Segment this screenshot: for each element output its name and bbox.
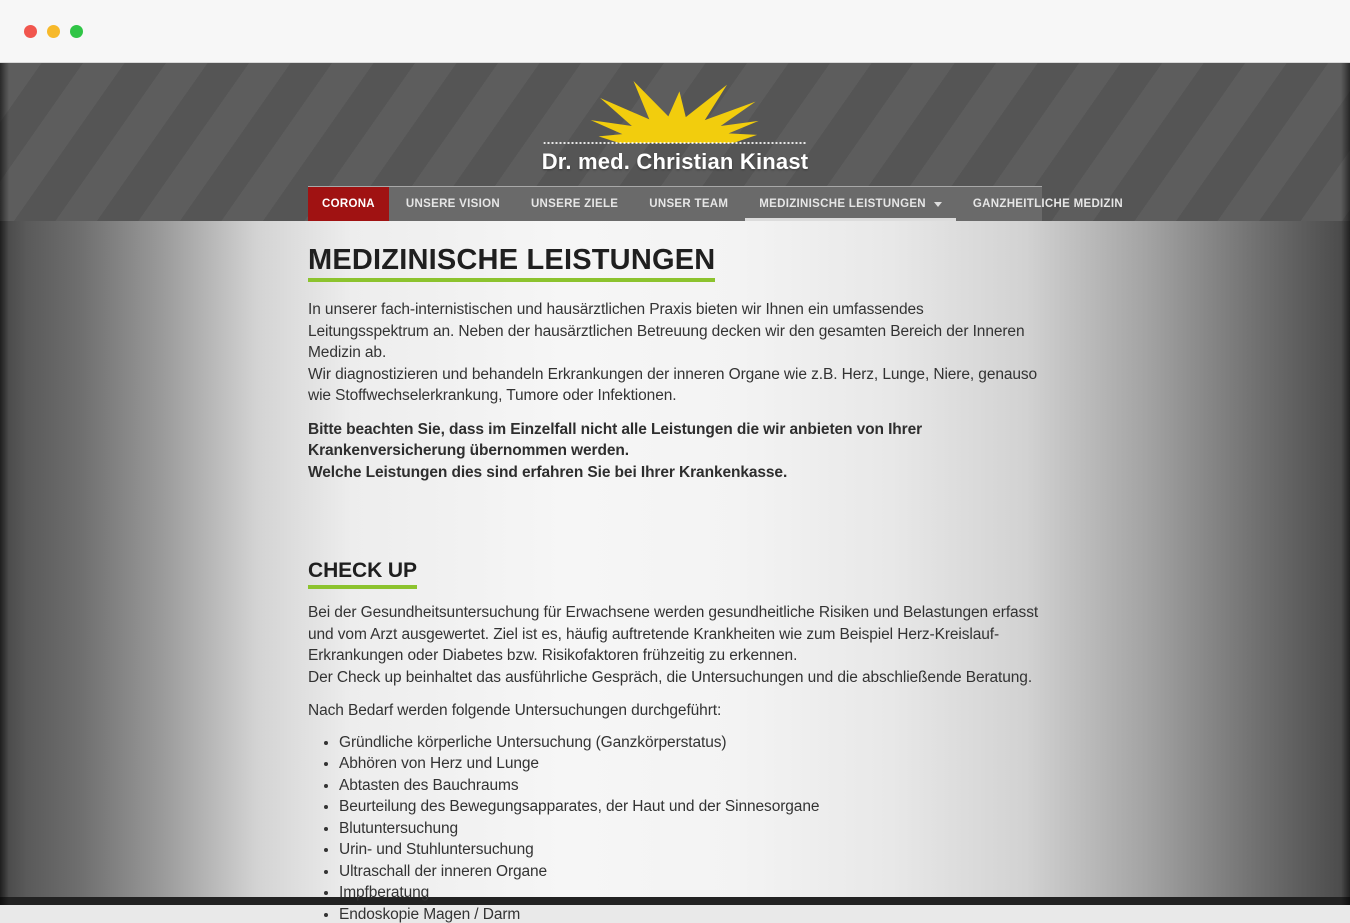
dotted-divider [544, 142, 806, 144]
main-nav [308, 186, 1123, 221]
checkup-line: Bei der Gesundheitsuntersuchung für Erwachsene werden gesundheitliche Risiken und Belastungen erfasst und vom Arzt ausgewertet. Ziel ist es, häufig auftretende Krankheiten wie zum Beispiel Herz-Kreislauf-Erkrankungen oder Diabetes bzw. Risikofaktoren frühzeitig zu erkennen. [308, 604, 1039, 664]
page-title: MEDIZINISCHE LEISTUNGEN [308, 245, 715, 282]
nav-item-corona[interactable]: CORONA [308, 187, 389, 221]
intro-paragraph [308, 299, 1042, 407]
bottom-strip [0, 897, 1350, 905]
checkup-lead: Nach Bedarf werden folgende Untersuchungen durchgeführt: [308, 702, 722, 719]
nav-item-medizinische-leistungen[interactable] [745, 187, 956, 221]
nav-item-label: MEDIZINISCHE LEISTUNGEN [759, 198, 926, 210]
nav-item-unsere-ziele[interactable]: UNSERE ZIELE [530, 198, 619, 210]
list-item: • Abhören von Herz und Lunge [339, 756, 1042, 771]
list-item: • Impfberatung [339, 885, 1042, 900]
nav-item-unser-team[interactable]: UNSER TEAM [649, 198, 729, 210]
list-item: • Abtasten des Bauchraums [339, 778, 1042, 793]
notice-line: Welche Leistungen dies sind erfahren Sie bei Ihrer Krankenkasse. [308, 463, 788, 481]
page-content [0, 221, 1350, 923]
sun-icon [591, 81, 759, 143]
list-item: • Ultraschall der inneren Organe [339, 864, 1042, 879]
section-title: CHECK UP [308, 560, 417, 589]
nav-item-unsere-vision[interactable]: UNSERE VISION [405, 198, 500, 210]
insurance-notice [308, 419, 1042, 484]
site-header [0, 63, 1350, 221]
chevron-down-icon [934, 202, 942, 207]
close-window-icon[interactable] [24, 25, 37, 38]
website [0, 63, 1350, 923]
brand-name: Dr. med. Christian Kinast [541, 149, 809, 174]
checkup-line: Der Check up beinhaltet das ausführliche Gespräch, die Untersuchungen und die abschließende Beratung. [308, 668, 1033, 686]
list-item: • Beurteilung des Bewegungsapparates, der Haut und der Sinnesorgane [339, 799, 1042, 814]
examination-list [308, 735, 1042, 922]
intro-line: In unserer fach-internistischen und hausärztlichen Praxis bieten wir Ihnen ein umfassendes Leitungsspektrum an. Neben der hausärztlichen Betreuung decken wir den gesamten Bereich der Inneren Medizin ab. [308, 301, 1025, 361]
nav-item-ganzheitliche-medizin[interactable]: GANZHEITLICHE MEDIZIN [972, 198, 1123, 210]
list-item: • Endoskopie Magen / Darm [339, 907, 1042, 922]
list-item: • Blutuntersuchung [339, 821, 1042, 836]
minimize-window-icon[interactable] [47, 25, 60, 38]
notice-line: Bitte beachten Sie, dass im Einzelfall nicht alle Leistungen die wir anbieten von Ihrer Krankenversicherung übernommen werden. [308, 420, 923, 459]
maximize-window-icon[interactable] [70, 25, 83, 38]
intro-line: Wir diagnostizieren und behandeln Erkrankungen der inneren Organe wie z.B. Herz, Lunge, Niere, genauso wie Stoffwechselerkrankung, Tumore oder Infektionen. [308, 365, 1038, 404]
list-item: • Urin- und Stuhluntersuchung [339, 842, 1042, 857]
checkup-section [308, 560, 1042, 922]
site-logo[interactable] [542, 81, 809, 175]
browser-titlebar [0, 0, 1350, 63]
list-item: • Gründliche körperliche Untersuchung (Ganzkörperstatus) [339, 735, 1042, 750]
checkup-paragraph [308, 602, 1042, 688]
